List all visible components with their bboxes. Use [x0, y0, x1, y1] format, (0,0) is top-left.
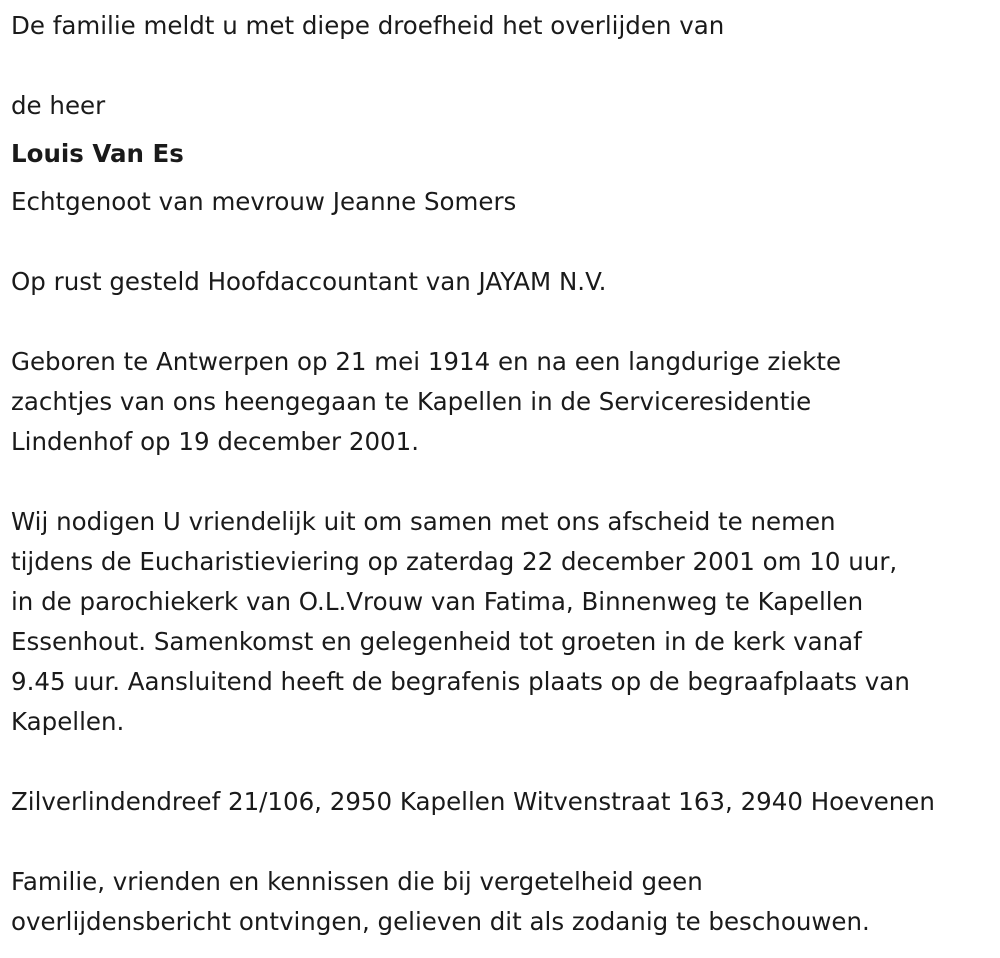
invitation-line: in de parochiekerk van O.L.Vrouw van Fatima, Binnenweg te Kapellen — [11, 587, 864, 616]
birth-death-line: Lindenhof op 19 december 2001. — [11, 427, 420, 456]
deceased-name: Louis Van Es — [11, 139, 184, 168]
invitation-line: Wij nodigen U vriendelijk uit om samen met ons afscheid te nemen — [11, 507, 836, 536]
birth-death-line: zachtjes van ons heengegaan te Kapellen in de Serviceresidentie — [11, 387, 812, 416]
invitation-line: Essenhout. Samenkomst en gelegenheid tot groeten in de kerk vanaf — [11, 627, 862, 656]
invitation-line: 9.45 uur. Aansluitend heeft de begrafenis plaats op de begraafplaats van — [11, 667, 910, 696]
intro-text: De familie meldt u met diepe droefheid het overlijden van — [11, 11, 725, 40]
spouse-text: Echtgenoot van mevrouw Jeanne Somers — [11, 187, 517, 216]
birth-death-line: Geboren te Antwerpen op 21 mei 1914 en na een langdurige ziekte — [11, 347, 842, 376]
invitation-line: Kapellen. — [11, 707, 125, 736]
title-text: de heer — [11, 91, 106, 120]
closing-line: overlijdensbericht ontvingen, gelieven dit als zodanig te beschouwen. — [11, 907, 870, 936]
invitation-line: tijdens de Eucharistieviering op zaterdag 22 december 2001 om 10 uur, — [11, 547, 898, 576]
addresses-text: Zilverlindendreef 21/106, 2950 Kapellen Witvenstraat 163, 2940 Hoevenen — [11, 787, 935, 816]
occupation-text: Op rust gesteld Hoofdaccountant van JAYAM N.V. — [11, 267, 607, 296]
closing-line: Familie, vrienden en kennissen die bij vergetelheid geen — [11, 867, 703, 896]
